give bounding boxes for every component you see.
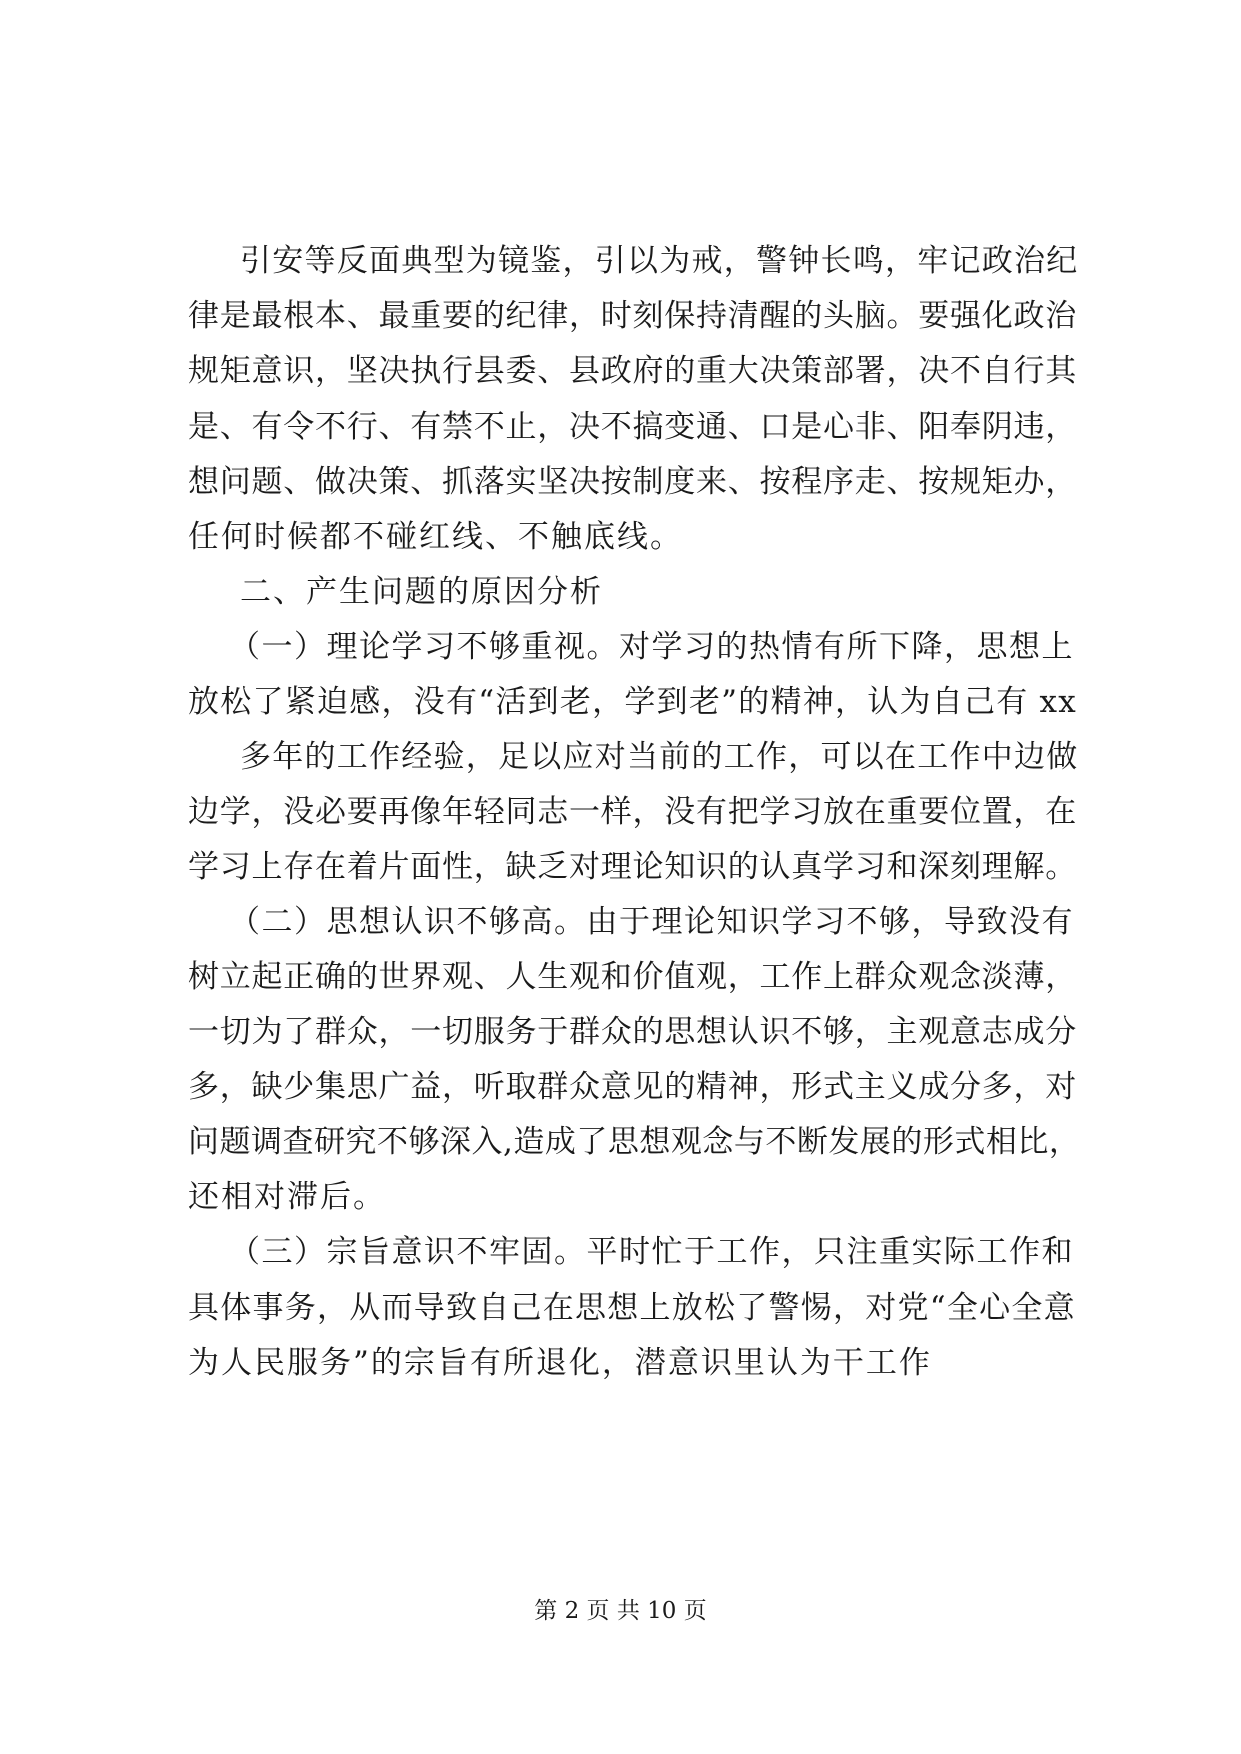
body-line: 律是最根本、最重要的纪律，时刻保持清醒的头脑。要强化政治 bbox=[188, 298, 1077, 334]
body-line: 问题调查研究不够深入,造成了思想观念与不断发展的形式相比， bbox=[188, 1124, 1081, 1160]
body-line: 边学，没必要再像年轻同志一样，没有把学习放在重要位置，在 bbox=[188, 794, 1077, 830]
body-line: （一）理论学习不够重视。对学习的热情有所下降，思想上 bbox=[229, 629, 1074, 665]
body-line: 为人民服务”的宗旨有所退化，潜意识里认为干工作 bbox=[188, 1345, 932, 1381]
body-line: 多年的工作经验，足以应对当前的工作，可以在工作中边做 bbox=[240, 739, 1079, 775]
body-line: （二）思想认识不够高。由于理论知识学习不够，导致没有 bbox=[229, 904, 1074, 940]
body-line: 规矩意识，坚决执行县委、县政府的重大决策部署，决不自行其 bbox=[188, 353, 1077, 389]
body-line: 具体事务，从而导致自己在思想上放松了警惕，对党“全心全意 bbox=[188, 1290, 1076, 1326]
body-line: 引安等反面典型为镜鉴，引以为戒，警钟长鸣，牢记政治纪 bbox=[240, 243, 1079, 279]
page-number-footer: 第 2 页 共 10 页 bbox=[534, 1598, 707, 1624]
section-heading: 二、产生问题的原因分析 bbox=[240, 574, 603, 610]
body-line: 是、有令不行、有禁不止，决不搞变通、口是心非、阳奉阴违， bbox=[188, 409, 1077, 445]
body-line: 一切为了群众，一切服务于群众的思想认识不够，主观意志成分 bbox=[188, 1014, 1077, 1050]
body-line: 树立起正确的世界观、人生观和价值观，工作上群众观念淡薄， bbox=[188, 959, 1077, 995]
body-line: 学习上存在着片面性，缺乏对理论知识的认真学习和深刻理解。 bbox=[188, 849, 1077, 885]
body-line: 想问题、做决策、抓落实坚决按制度来、按程序走、按规矩办， bbox=[188, 464, 1077, 500]
body-line: 还相对滞后。 bbox=[188, 1179, 386, 1215]
body-line: 多，缺少集思广益，听取群众意见的精神，形式主义成分多，对 bbox=[188, 1069, 1077, 1105]
body-line: （三）宗旨意识不牢固。平时忙于工作，只注重实际工作和 bbox=[229, 1234, 1074, 1270]
body-line: 放松了紧迫感，没有“活到老，学到老”的精神，认为自己有 xx bbox=[188, 684, 1078, 720]
body-line: 任何时候都不碰红线、不触底线。 bbox=[188, 519, 683, 555]
